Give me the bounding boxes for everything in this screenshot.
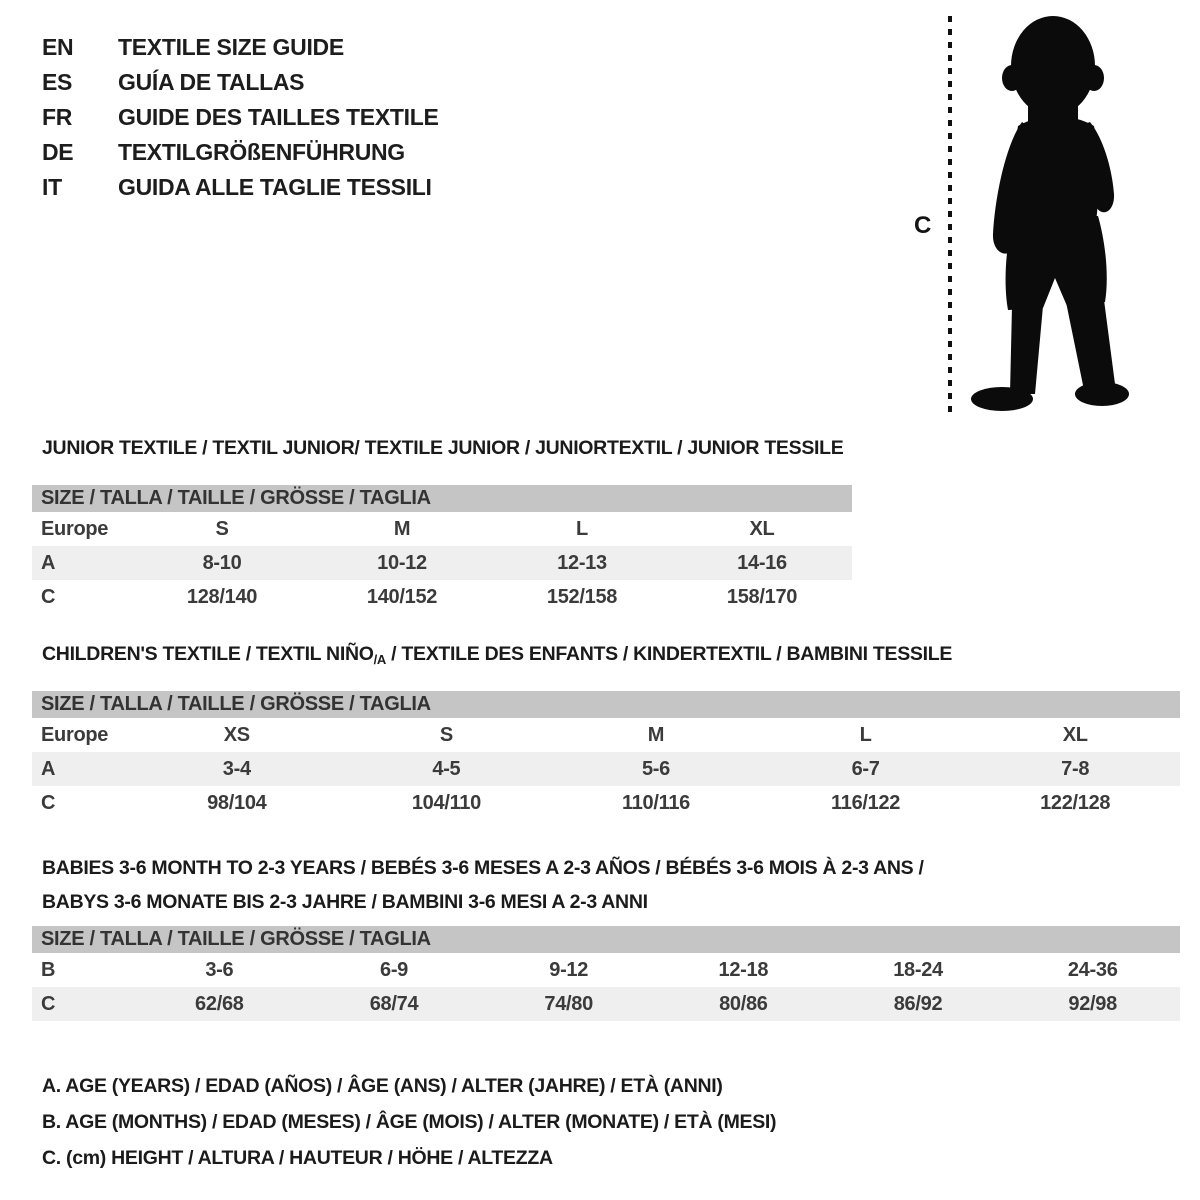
measurement-legend [42,1068,776,1176]
size-header-band: SIZE / TALLA / TAILLE / GRÖSSE / TAGLIA [32,691,1180,718]
table-cell: 92/98 [1068,992,1117,1015]
table-cell: 86/92 [893,992,943,1015]
junior-section-title: JUNIOR TEXTILE / TEXTIL JUNIOR/ TEXTILE JUNIOR / JUNIORTEXTIL / JUNIOR TESSILE [42,437,844,459]
table-cell: 9-12 [549,958,589,981]
table-cell: 158/170 [726,585,798,608]
language-row-en [42,30,439,65]
table-cell: 6-7 [851,757,880,780]
language-title: GUIDA ALLE TAGLIE TESSILI [118,174,432,200]
toddler-silhouette-image [968,16,1136,414]
table-cell: 10-12 [377,551,427,574]
table-cell: 12-18 [718,958,769,981]
table-row-height [32,987,1180,1021]
table-row-age [32,752,1180,786]
table-cell: 14-16 [737,551,787,574]
junior-size-table [32,485,852,614]
children-section-title [42,643,952,667]
table-cell: 62/68 [195,992,244,1015]
language-row-es [42,65,439,100]
table-cell: M [647,723,665,746]
language-title: GUÍA DE TALLAS [118,69,305,95]
table-cell: 122/128 [1040,791,1111,814]
table-cell: 110/116 [621,791,690,814]
children-size-table [32,691,1180,820]
row-label: Europe [41,517,109,540]
table-cell: 152/158 [546,585,618,608]
table-cell: L [576,517,588,540]
table-cell: 24-36 [1067,958,1118,981]
table-cell: XL [749,517,775,540]
legend-age-years: A. AGE (YEARS) / EDAD (AÑOS) / ÂGE (ANS) / ALTER (JAHRE) / ETÀ (ANNI) [42,1074,723,1097]
table-row-months [32,953,1180,987]
size-header-band: SIZE / TALLA / TAILLE / GRÖSSE / TAGLIA [32,926,1180,953]
table-cell: S [439,723,453,746]
children-title-subscript: /A [373,652,387,667]
height-dashed-line [948,16,952,416]
table-cell: 3-4 [222,757,251,780]
babies-section-title [42,851,924,919]
babies-size-table [32,926,1180,1021]
language-row-fr [42,100,439,135]
row-label: Europe [41,723,109,746]
table-row-europe [32,512,852,546]
table-cell: M [393,517,411,540]
table-cell: 6-9 [380,958,409,981]
table-cell: 116/122 [831,791,901,814]
table-cell: 4-5 [432,757,461,780]
table-row-europe [32,718,1180,752]
table-cell: 104/110 [411,791,481,814]
table-cell: XL [1062,723,1088,746]
table-cell: L [859,723,872,746]
table-cell: 98/104 [207,791,267,814]
table-cell: 7-8 [1061,757,1090,780]
table-cell: XS [223,723,250,746]
table-cell: S [215,517,229,540]
row-label: C [41,791,56,814]
language-code: EN [42,34,74,60]
language-row-it [42,170,439,205]
legend-height-cm: C. (cm) HEIGHT / ALTURA / HAUTEUR / HÖHE / ALTEZZA [42,1146,553,1169]
height-measure-label: C [914,212,932,239]
table-cell: 128/140 [186,585,258,608]
language-header-list [42,30,439,205]
language-code: IT [42,174,62,200]
table-row-height [32,580,852,614]
language-code: FR [42,104,73,130]
table-cell: 74/80 [544,992,593,1015]
children-title-pre: CHILDREN'S TEXTILE / TEXTIL NIÑO [42,643,374,665]
babies-title-line1: BABIES 3-6 MONTH TO 2-3 YEARS / BEBÉS 3-6 MESES A 2-3 AÑOS / BÉBÉS 3-6 MOIS À 2-3 ANS / [42,857,924,879]
table-cell: 140/152 [366,585,438,608]
babies-title-line2: BABYS 3-6 MONATE BIS 2-3 JAHRE / BAMBINI 3-6 MESI A 2-3 ANNI [42,891,648,913]
table-cell: 80/86 [719,992,768,1015]
language-code: ES [42,69,73,95]
table-cell: 68/74 [369,992,419,1015]
legend-age-months: B. AGE (MONTHS) / EDAD (MESES) / ÂGE (MOIS) / ALTER (MONATE) / ETÀ (MESI) [42,1110,777,1133]
language-title: TEXTILGRÖßENFÜHRUNG [118,139,405,165]
language-title: TEXTILE SIZE GUIDE [118,34,344,60]
row-label: B [41,958,56,981]
language-row-de [42,135,439,170]
children-title-post: / TEXTILE DES ENFANTS / KINDERTEXTIL / BAMBINI TESSILE [386,643,953,665]
row-label: A [41,757,56,780]
table-cell: 3-6 [205,958,234,981]
row-label: C [41,992,56,1015]
table-cell: 8-10 [202,551,242,574]
row-label: A [41,551,56,574]
table-cell: 5-6 [641,757,670,780]
table-row-height [32,786,1180,820]
size-header-band: SIZE / TALLA / TAILLE / GRÖSSE / TAGLIA [32,485,852,512]
language-title: GUIDE DES TAILLES TEXTILE [118,104,439,130]
table-cell: 12-13 [557,551,607,574]
table-row-age [32,546,852,580]
language-code: DE [42,139,74,165]
row-label: C [41,585,56,608]
table-cell: 18-24 [893,958,943,981]
